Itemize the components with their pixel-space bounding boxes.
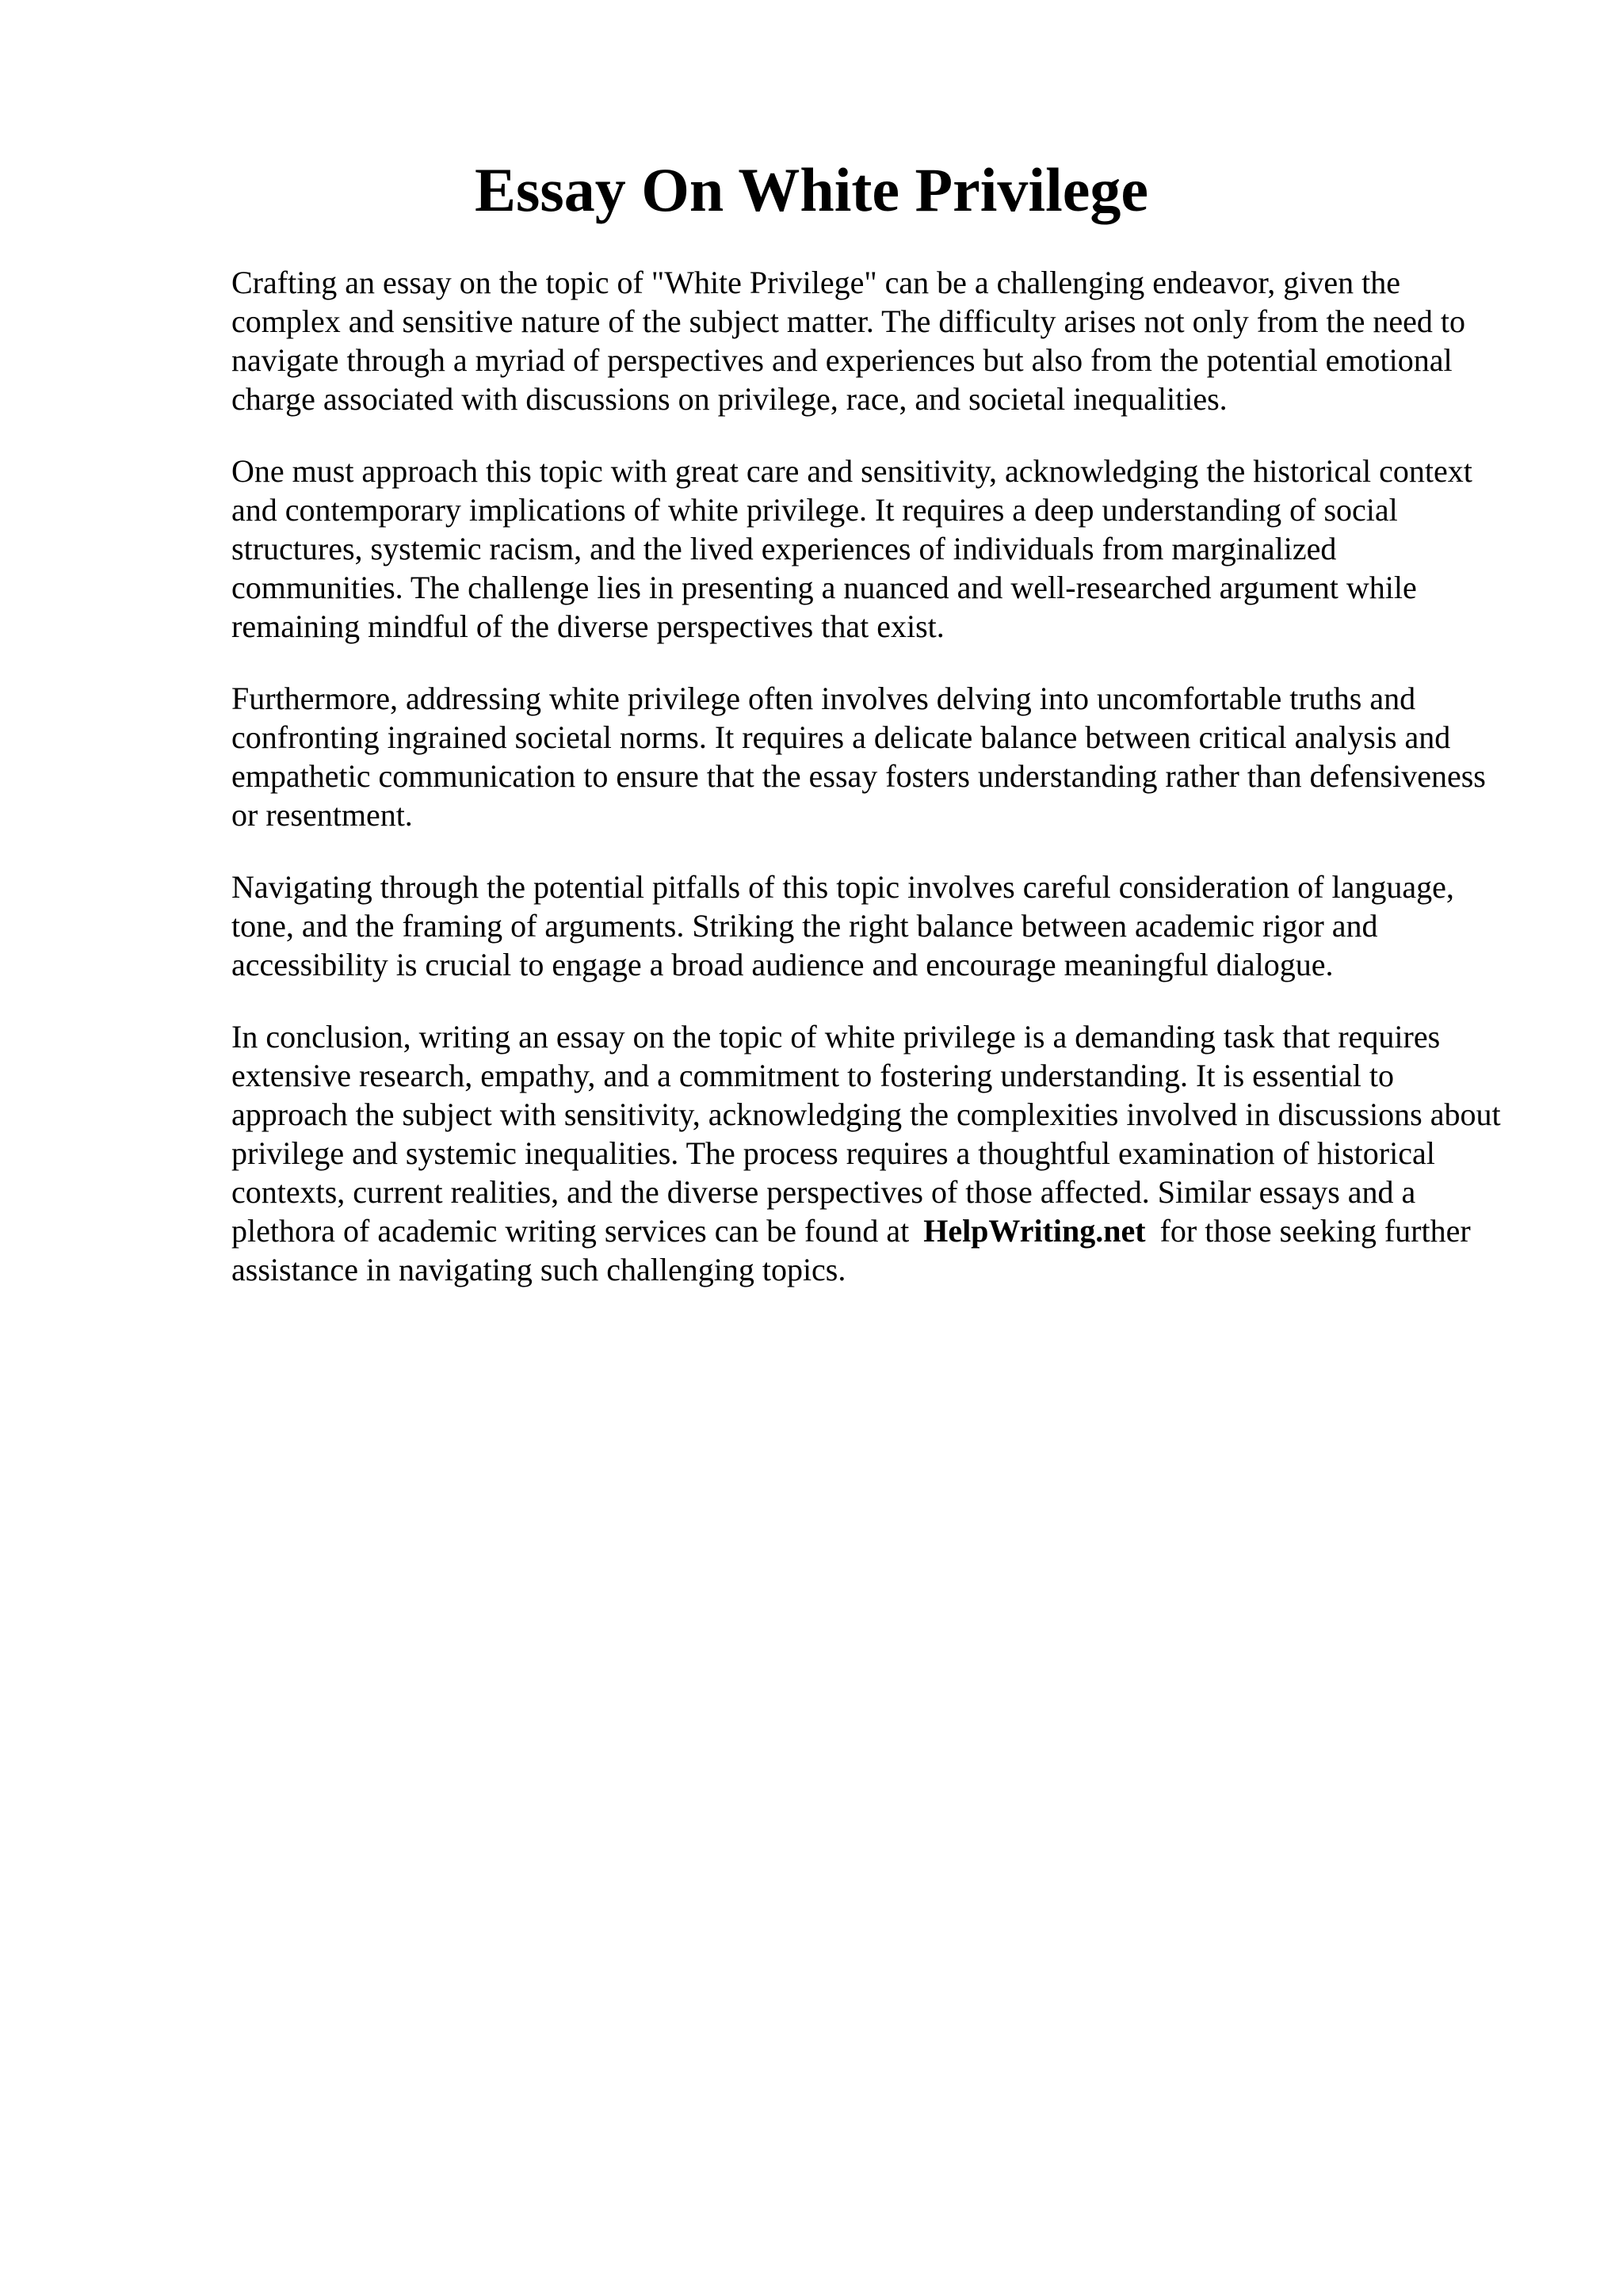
page-title: Essay On White Privilege xyxy=(474,155,1149,224)
conclusion-text-after: for those seeking further assistance in navigating such challenging topics. xyxy=(231,1213,1471,1287)
paragraph-1: Crafting an essay on the topic of "White Privilege" can be a challenging endeavor, given the complex and sensitive nature of the subject matter. The difficulty arises not only from the need to navigate through a myriad of perspectives and experiences but also from the potential emotional charge associated with discussions on privilege, race, and societal inequalities. xyxy=(231,265,1465,417)
paragraph-2: One must approach this topic with great care and sensitivity, acknowledging the historical context and contemporary implications of white privilege. It requires a deep understanding of social structures, systemic racism, and the lived experiences of individuals from marginalized communities. The challenge lies in presenting a nuanced and well-researched argument while remaining mindful of the diverse perspectives that exist. xyxy=(231,453,1472,644)
helpwriting-link[interactable]: HelpWriting.net xyxy=(923,1213,1146,1249)
paragraph-3: Furthermore, addressing white privilege often involves delving into uncomfortable truths and confronting ingrained societal norms. It requires a delicate balance between critical analysis and empathetic communication to ensure that the essay fosters understanding rather than defensiveness or resentment. xyxy=(231,681,1486,833)
conclusion-text-before: In conclusion, writing an essay on the topic of white privilege is a demanding task that requires extensive research, empathy, and a commitment to fostering understanding. It is essential to approach the subject with sensitivity, acknowledging the complexities involved in discussions about privilege and systemic inequalities. The process requires a thoughtful examination of historical contexts, current realities, and the diverse perspectives of those affected. Similar essays and a plethora of academic writing services can be found at xyxy=(231,1019,1501,1249)
paragraph-4: Navigating through the potential pitfalls of this topic involves careful consideration of language, tone, and the framing of arguments. Striking the right balance between academic rigor and accessibility is crucial to engage a broad audience and encourage meaningful dialogue. xyxy=(231,869,1454,982)
paragraph-conclusion xyxy=(231,1017,1515,1289)
document-body xyxy=(231,263,1515,1322)
